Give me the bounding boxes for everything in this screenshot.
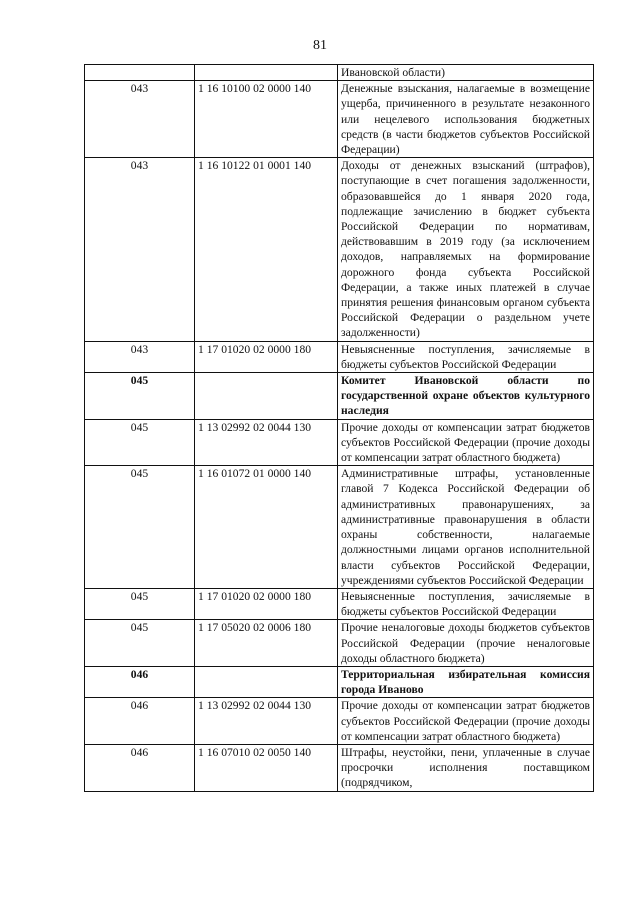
budget-classification-table xyxy=(84,64,594,792)
income-code-cell: 1 17 01020 02 0000 180 xyxy=(195,341,338,372)
admin-code-cell: 045 xyxy=(85,419,195,466)
administrator-name-cell: Комитет Ивановской области по государственной охране объектов культурного наследия xyxy=(338,373,594,420)
table-row xyxy=(85,588,594,619)
administrator-name-cell: Территориальная избирательная комиссия города Иваново xyxy=(338,666,594,697)
income-description-cell: Штрафы, неустойки, пени, уплаченные в случае просрочки исполнения поставщиком (подрядчиком, xyxy=(338,744,594,791)
admin-code-cell: 046 xyxy=(85,666,195,697)
table-row xyxy=(85,341,594,372)
income-description-cell: Доходы от денежных взысканий (штрафов), поступающие в счет погашения задолженности, образовавшейся до 1 января 2020 года, подлежащие зачислению в бюджет субъекта Российской Федерации по нормативам, действовавшим в 2019 году (за исключением доходов, направляемых на формирование дорожного фонда субъекта Российской Федерации, а также иных платежей в случае принятия решения финансовым органом субъекта Российской Федерации о раздельном учете задолженности) xyxy=(338,158,594,341)
income-code-cell: 1 17 01020 02 0000 180 xyxy=(195,588,338,619)
table-row xyxy=(85,419,594,466)
income-code-cell xyxy=(195,65,338,81)
table-row xyxy=(85,620,594,667)
table-row xyxy=(85,466,594,589)
table-row xyxy=(85,81,594,158)
table-row xyxy=(85,158,594,341)
admin-code-cell: 045 xyxy=(85,466,195,589)
section-header-row xyxy=(85,666,594,697)
income-code-cell: 1 13 02992 02 0044 130 xyxy=(195,698,338,745)
admin-code-cell: 043 xyxy=(85,341,195,372)
income-description-cell: Административные штрафы, установленные главой 7 Кодекса Российской Федерации об административных правонарушениях, за административные правонарушения в области охраны собственности, налагаемые должностными лицами органов исполнительной власти субъектов Российской Федерации, учреждениями субъектов Российской Федерации xyxy=(338,466,594,589)
income-code-cell: 1 16 01072 01 0000 140 xyxy=(195,466,338,589)
income-description-cell: Прочие неналоговые доходы бюджетов субъектов Российской Федерации (прочие неналоговые доходы областного бюджета) xyxy=(338,620,594,667)
page-number: 81 xyxy=(313,38,327,53)
admin-code-cell: 046 xyxy=(85,698,195,745)
income-code-cell: 1 13 02992 02 0044 130 xyxy=(195,419,338,466)
table-row xyxy=(85,744,594,791)
admin-code-cell: 043 xyxy=(85,81,195,158)
table-row xyxy=(85,698,594,745)
income-description-cell: Невыясненные поступления, зачисляемые в бюджеты субъектов Российской Федерации xyxy=(338,341,594,372)
income-description-cell: Прочие доходы от компенсации затрат бюджетов субъектов Российской Федерации (прочие доходы от компенсации затрат областного бюджета) xyxy=(338,419,594,466)
admin-code-cell: 045 xyxy=(85,373,195,420)
income-code-cell: 1 16 07010 02 0050 140 xyxy=(195,744,338,791)
income-code-cell xyxy=(195,666,338,697)
admin-code-cell: 046 xyxy=(85,744,195,791)
income-code-cell: 1 16 10100 02 0000 140 xyxy=(195,81,338,158)
income-code-cell: 1 17 05020 02 0006 180 xyxy=(195,620,338,667)
income-description-cell: Прочие доходы от компенсации затрат бюджетов субъектов Российской Федерации (прочие доходы от компенсации затрат областного бюджета) xyxy=(338,698,594,745)
income-description-cell: Ивановской области) xyxy=(338,65,594,81)
admin-code-cell: 043 xyxy=(85,158,195,341)
income-description-cell: Денежные взыскания, налагаемые в возмещение ущерба, причиненного в результате незаконного или нецелевого использования бюджетных средств (в части бюджетов субъектов Российской Федерации) xyxy=(338,81,594,158)
section-header-row xyxy=(85,373,594,420)
admin-code-cell: 045 xyxy=(85,620,195,667)
table-row xyxy=(85,65,594,81)
income-code-cell: 1 16 10122 01 0001 140 xyxy=(195,158,338,341)
income-description-cell: Невыясненные поступления, зачисляемые в бюджеты субъектов Российской Федерации xyxy=(338,588,594,619)
admin-code-cell xyxy=(85,65,195,81)
income-code-cell xyxy=(195,373,338,420)
admin-code-cell: 045 xyxy=(85,588,195,619)
